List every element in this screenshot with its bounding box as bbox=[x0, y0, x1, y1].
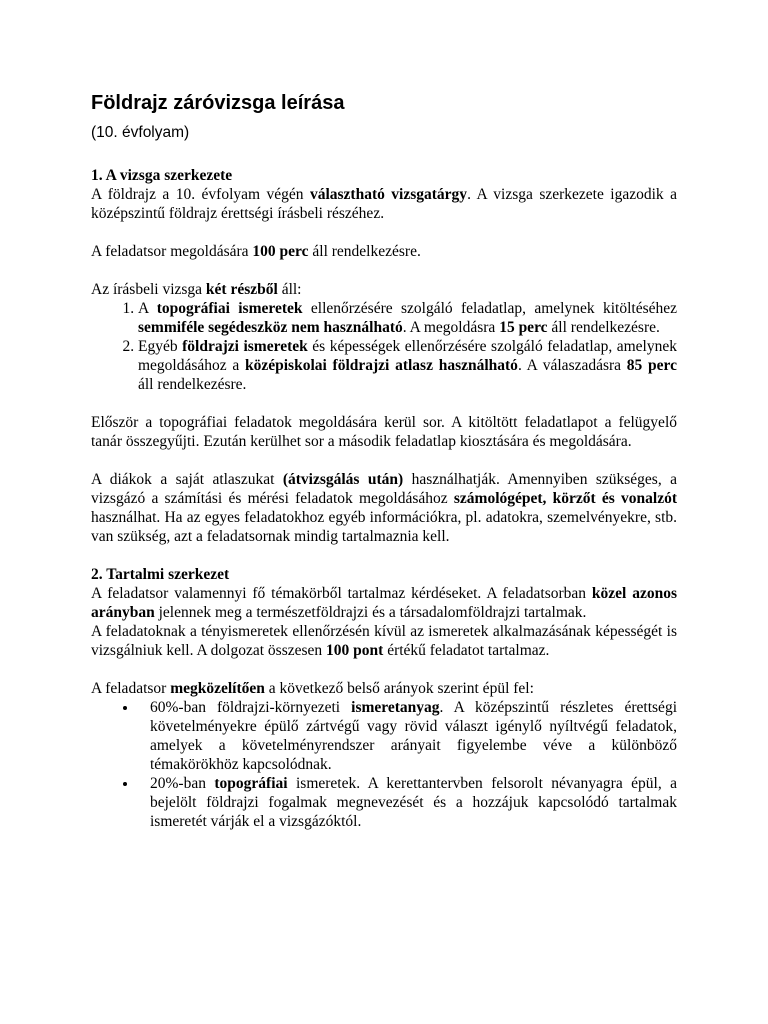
paragraph-proportions: A feladatsor megközelítően a következő belső arányok szerint épül fel: bbox=[91, 680, 534, 697]
section-heading-structure: 1. A vizsga szerkezete bbox=[91, 167, 233, 184]
paragraph-time: A feladatsor megoldására 100 perc áll rendelkezésre. bbox=[91, 243, 421, 260]
list-item: • 20%-ban topográfiai ismeretek. A kerettantervben felsorolt névanyagra épül, a bejelölt földrajzi fogalmak megnevezését és a hozzájuk kapcsolódó tartalmak ismeretét várják el a vizsgázóktól. bbox=[138, 774, 677, 831]
paragraph-tools: A diákok a saját atlaszukat (átvizsgálás után) használhatják. Amennyiben szükséges, a vizsgázó a számítási és mérési feladatok megoldásához számológépet, körzőt és vonalzót használhat. Ha az egyes feladatokhoz egyéb információkra, pl. adatokra, szemelvényekre, stb. van szükség, azt a feladatsornak mindig tartalmaznia kell. bbox=[91, 471, 677, 545]
page-title: Földrajz záróvizsga leírása bbox=[91, 92, 345, 114]
list-item: 1. A topográfiai ismeretek ellenőrzésére szolgáló feladatlap, amelynek kitöltéséhez semmiféle segédeszköz nem használható. A megoldásra 15 perc áll rendelkezésre. bbox=[138, 299, 677, 337]
paragraph-exam-subject: A földrajz a 10. évfolyam végén választható vizsgatárgy. A vizsga szerkezete igazodik a középszintű földrajz érettségi írásbeli részéhez. bbox=[91, 186, 677, 222]
paragraph-two-parts: Az írásbeli vizsga két részből áll: bbox=[91, 281, 302, 298]
paragraph-topics: A feladatsor valamennyi fő témakörből tartalmaz kérdéseket. A feladatsorban közel azonos arányban jelennek meg a természetföldrajzi és a társadalomföldrajzi tartalmak. bbox=[91, 585, 677, 621]
exam-parts-list bbox=[91, 299, 677, 394]
paragraph-order: Először a topográfiai feladatok megoldására kerül sor. A kitöltött feladatlapot a felügyelő tanár összegyűjti. Ezután kerülhet sor a második feladatlap kiosztására és megoldására. bbox=[91, 414, 677, 450]
list-item: 2. Egyéb földrajzi ismeretek és képességek ellenőrzésére szolgáló feladatlap, amelynek megoldásához a középiskolai földrajzi atlasz használható. A válaszadásra 85 perc áll rendelkezésre. bbox=[138, 337, 677, 394]
page-subtitle: (10. évfolyam) bbox=[91, 124, 190, 141]
list-item: • 60%-ban földrajzi-környezeti ismeretanyag. A középszintű részletes érettségi követelményekre épülő zártvégű vagy rövid választ igénylő nyíltvégű feladatok, amelyek a követelményrendszer arányait figyelembe véve a különböző témakörökhöz kapcsolódnak. bbox=[138, 698, 677, 774]
proportions-list bbox=[91, 698, 677, 831]
section-heading-content: 2. Tartalmi szerkezet bbox=[91, 566, 230, 583]
paragraph-points: A feladatoknak a tényismeretek ellenőrzésén kívül az ismeretek alkalmazásának képességét is vizsgálniuk kell. A dolgozat összesen 100 pont értékű feladatot tartalmaz. bbox=[91, 623, 677, 659]
document-body bbox=[91, 166, 677, 831]
